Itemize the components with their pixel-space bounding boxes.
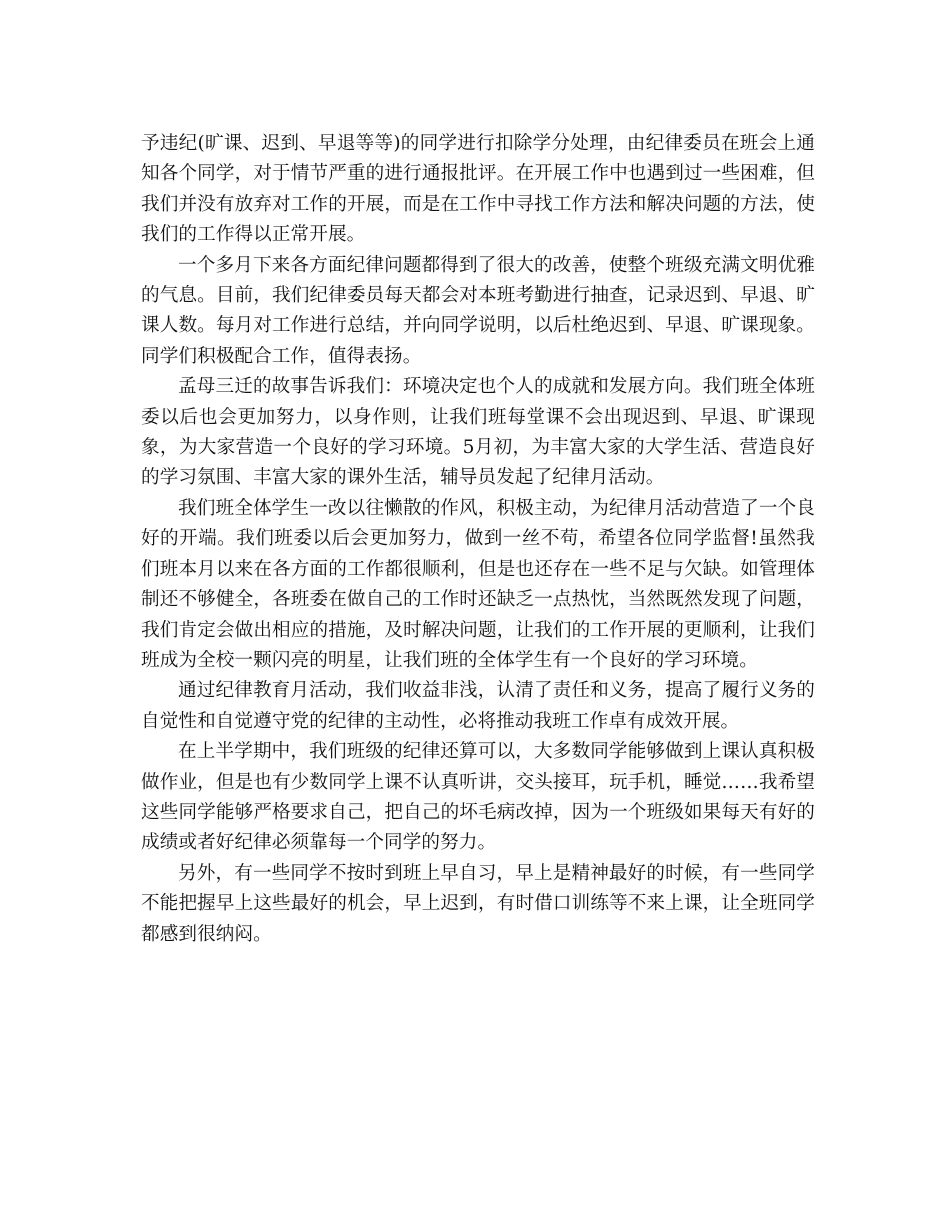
paragraph-2: 一个多月下来各方面纪律问题都得到了很大的改善，使整个班级充满文明优雅的气息。目前，我们纪律委员每天都会对本班考勤进行抽查，记录迟到、早退、旷课人数。每月对工作进行总结，并向同学说明，以后杜绝迟到、早退、旷课现象。同学们积极配合工作，值得表扬。 bbox=[141, 254, 815, 367]
paragraph-7: 另外，有一些同学不按时到班上早自习，早上是精神最好的时候，有一些同学不能把握早上这些最好的机会，早上迟到，有时借口训练等不来上课，让全班同学都感到很纳闷。 bbox=[141, 862, 815, 945]
paragraph-4: 我们班全体学生一改以往懒散的作风，积极主动，为纪律月活动营造了一个良好的开端。我们班委以后会更加努力，做到一丝不苟，希望各位同学监督!虽然我们班本月以来在各方面的工作都很顺利，但是也还存在一些不足与欠缺。如管理体制还不够健全，各班委在做自己的工作时还缺乏一点热忱，当然既然发现了问题，我们肯定会做出相应的措施，及时解决问题，让我们的工作开展的更顺利，让我们班成为全校一颗闪亮的明星，让我们班的全体学生有一个良好的学习环境。 bbox=[141, 497, 815, 671]
paragraph-6: 在上半学期中，我们班级的纪律还算可以，大多数同学能够做到上课认真积极做作业，但是也有少数同学上课不认真听讲，交头接耳，玩手机，睡觉……我希望这些同学能够严格要求自己，把自己的坏毛病改掉，因为一个班级如果每天有好的成绩或者好纪律必须靠每一个同学的努力。 bbox=[141, 741, 815, 854]
paragraph-1: 予违纪(旷课、迟到、早退等等)的同学进行扣除学分处理，由纪律委员在班会上通知各个同学，对于情节严重的进行通报批评。在开展工作中也遇到过一些困难，但我们并没有放弃对工作的开展，而是在工作中寻找工作方法和解决问题的方法，使我们的工作得以正常开展。 bbox=[141, 133, 815, 246]
document-body bbox=[141, 129, 815, 950]
paragraph-3: 孟母三迁的故事告诉我们：环境决定也个人的成就和发展方向。我们班全体班委以后也会更加努力，以身作则，让我们班每堂课不会出现迟到、早退、旷课现象，为大家营造一个良好的学习环境。5月初，为丰富大家的大学生活、营造良好的学习氛围、丰富大家的课外生活，辅导员发起了纪律月活动。 bbox=[141, 376, 815, 489]
paragraph-5: 通过纪律教育月活动，我们收益非浅，认清了责任和义务，提高了履行义务的自觉性和自觉遵守党的纪律的主动性，必将推动我班工作卓有成效开展。 bbox=[141, 680, 815, 732]
